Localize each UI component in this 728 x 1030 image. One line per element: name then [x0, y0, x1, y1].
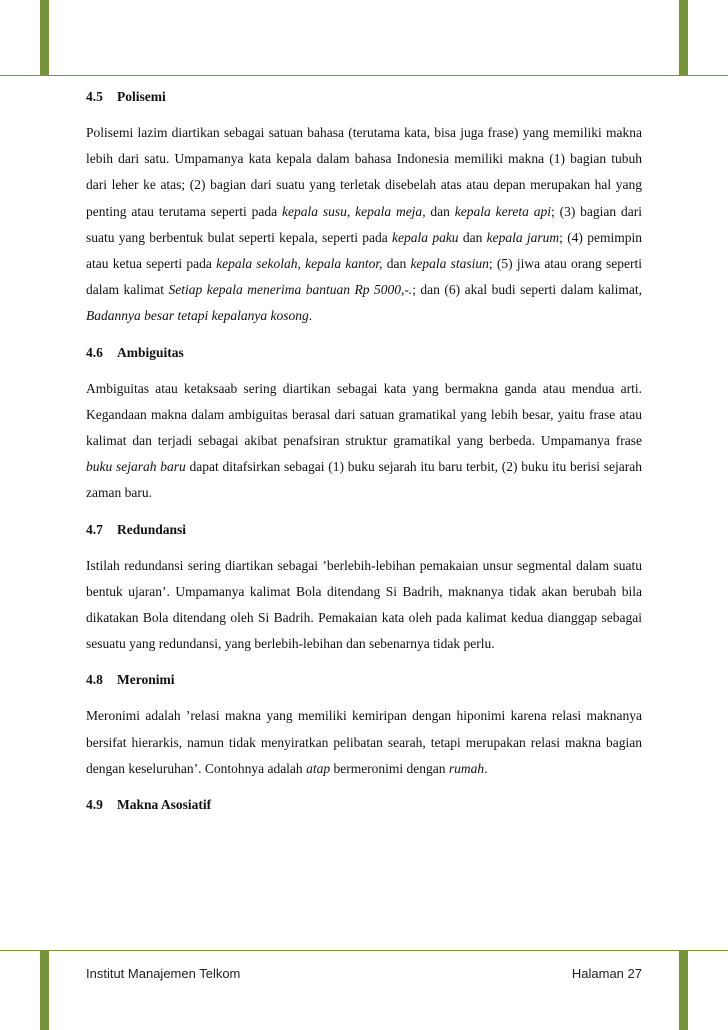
footer-page-number: Halaman 27: [571, 966, 642, 981]
top-left-accent-bar: [40, 0, 49, 76]
section: [86, 517, 642, 658]
section-title: Polisemi: [117, 89, 166, 104]
section-title: Makna Asosiatif: [117, 797, 212, 813]
text-run: Polisemi lazim diartikan sebagai satuan bahasa (terutama kata, bisa juga frase) yang memiliki makna lebih dari satu. Umpamanya kata kepala dalam bahasa Indonesia memiliki makna (1) bagian tubuh dari leher ke atas; (2) bagian dari suatu yang terletak disebelah atas atau depan merupakan hal yang penting atau terutama seperti pada: [86, 125, 642, 219]
top-right-accent-bar: [679, 0, 688, 76]
italic-term: kepala kereta api: [454, 203, 551, 219]
section: [86, 340, 642, 507]
text-run: .: [308, 308, 313, 324]
italic-term: atap: [306, 760, 331, 776]
section-heading: [86, 517, 642, 543]
text-run: ; (4) pemimpin atau ketua seperti pada: [86, 229, 642, 272]
italic-term: kepala meja: [355, 203, 423, 219]
section-number: 4.5: [86, 89, 103, 104]
italic-term: kepala paku: [392, 229, 459, 245]
section-title: Ambiguitas: [117, 344, 184, 360]
text-run: dapat ditafsirkan sebagai (1) buku sejarah itu baru terbit, (2) buku itu berisi sejarah zaman baru.: [86, 459, 642, 501]
text-run: Ambiguitas atau ketaksaab sering diartikan sebagai kata yang bermakna ganda atau mendua arti. Kegandaan makna dalam ambiguitas berasal dari satuan gramatikal yang lebih besar, yaitu frase atau kalimat dan terjadi sebagai akibat penafsiran struktur gramatikal yang berbeda. Umpamanya frase: [86, 380, 642, 449]
italic-term: Badannya besar tetapi kepalanya kosong: [86, 308, 309, 324]
section-number: 4.9: [86, 797, 103, 813]
text-run: ; dan (6) akal budi seperti dalam kalimat,: [412, 282, 642, 298]
section-title: Redundansi: [117, 521, 187, 537]
text-run: ,: [346, 203, 356, 219]
footer-institution: Institut Manajemen Telkom: [86, 966, 241, 981]
footer-rule: [0, 950, 728, 951]
section-heading: [86, 340, 642, 366]
page-content: [86, 84, 642, 818]
section: [86, 84, 642, 330]
italic-term: buku sejarah baru: [86, 459, 186, 475]
italic-term: kepala sekolah, kepala kantor,: [216, 256, 383, 272]
text-run: , dan: [422, 203, 455, 219]
section: [86, 792, 642, 818]
section-title: Meronimi: [117, 672, 175, 688]
text-run: Istilah redundansi sering diartikan sebagai ’berlebih-lebihan pemakaian unsur segmental dalam suatu bentuk ujaran’. Umpamanya kalimat Bola ditendang Si Badrih, maknanya tidak akan berubah bila dikatakan Bola ditendang oleh Si Badrih. Pemakaian kata oleh pada kalimat kedua dianggap sebagai sesuatu yang redundansi, yang berlebih-lebihan dan sebenarnya tidak perlu.: [86, 557, 642, 652]
section-paragraph: [86, 703, 642, 782]
section: [86, 667, 642, 782]
text-run: ; (5) jiwa atau orang seperti dalam kalimat: [86, 256, 642, 298]
text-run: .: [484, 760, 488, 776]
italic-term: rumah: [448, 760, 485, 776]
section-number: 4.7: [86, 521, 103, 537]
italic-term: kepala jarum: [486, 229, 560, 245]
text-run: ; (3) bagian dari suatu yang berbentuk bulat seperti kepala, seperti pada: [86, 203, 643, 245]
section-paragraph: [86, 376, 642, 507]
section-heading: [86, 792, 642, 818]
section-paragraph: [86, 553, 642, 658]
italic-term: kepala susu: [281, 203, 347, 219]
section-number: 4.6: [86, 344, 103, 360]
text-run: bermeronimi dengan: [330, 760, 449, 776]
section-paragraph: [86, 120, 642, 330]
text-run: dan: [382, 256, 411, 272]
italic-term: kepala stasiun: [410, 256, 489, 272]
header-rule: [0, 75, 728, 76]
text-run: Meronimi adalah ’relasi makna yang memiliki kemiripan dengan hiponimi karena relasi maknanya bersifat hierarkis, namun tidak menyiratkan pelibatan searah, tetapi merupakan relasi makna bagian dengan keseluruhan’. Contohnya adalah: [86, 708, 642, 776]
bottom-left-accent-bar: [40, 950, 49, 1030]
bottom-right-accent-bar: [679, 950, 688, 1030]
section-heading: [86, 667, 642, 693]
section-heading: [86, 84, 642, 110]
text-run: dan: [458, 229, 487, 245]
section-number: 4.8: [86, 672, 103, 688]
italic-term: Setiap kepala menerima bantuan Rp 5000,-.: [168, 282, 413, 298]
